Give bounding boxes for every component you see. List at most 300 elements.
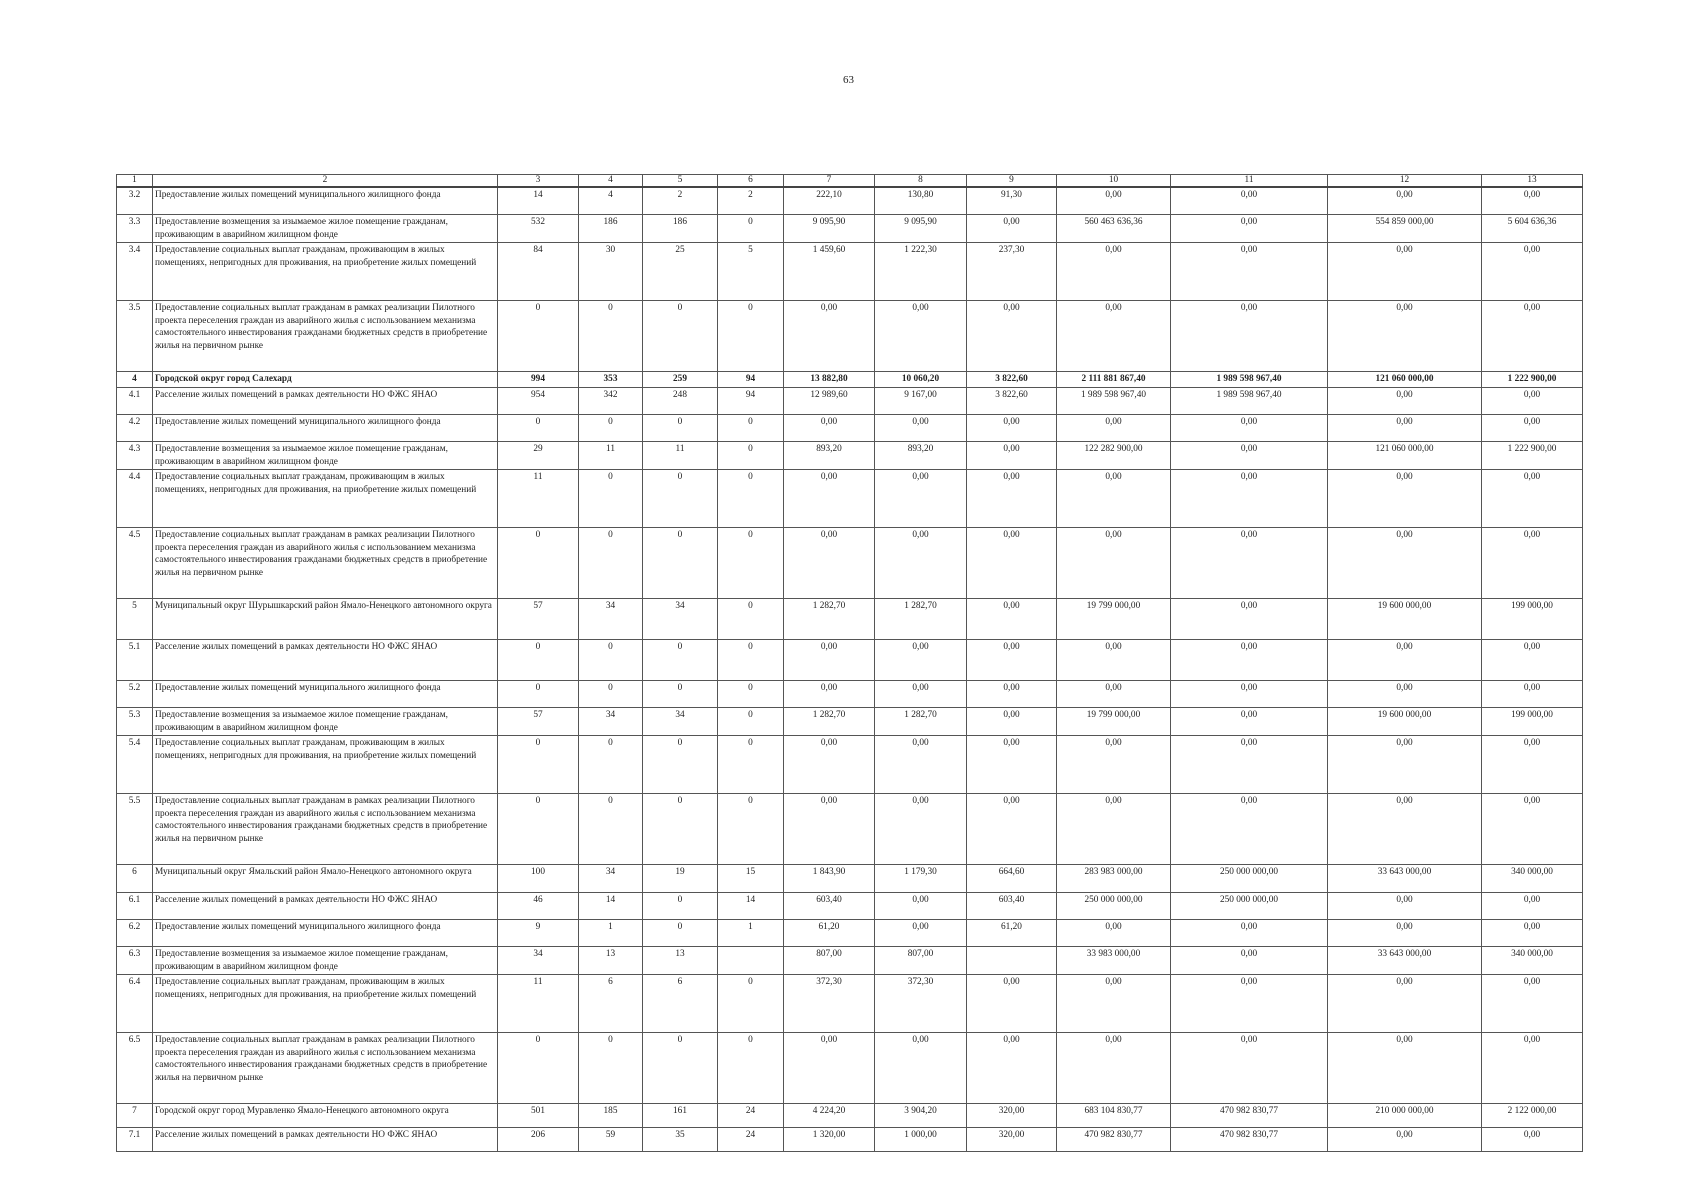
table-cell: 0,00 bbox=[1482, 1033, 1583, 1104]
table-cell: 0,00 bbox=[1057, 415, 1171, 442]
table-cell: 0 bbox=[643, 736, 718, 794]
table-cell: 0,00 bbox=[1328, 975, 1482, 1033]
table-cell: 0,00 bbox=[967, 528, 1057, 599]
table-cell: 0,00 bbox=[1171, 736, 1328, 794]
table-cell: 0,00 bbox=[1328, 920, 1482, 947]
table-cell: 0,00 bbox=[1171, 415, 1328, 442]
page-number: 63 bbox=[843, 74, 854, 86]
table-row bbox=[117, 708, 1583, 736]
row-name-cell: Предоставление социальных выплат гражданам в рамках реализации Пилотного проекта переселения граждан из аварийного жилья с использованием механизма самостоятельного инвестирования гражданами бюджетных средств в приобретение жилья на первичном рынке bbox=[153, 1033, 498, 1104]
row-name-cell: Предоставление социальных выплат гражданам, проживающим в жилых помещениях, непригодных для проживания, на приобретение жилых помещений bbox=[153, 975, 498, 1033]
table-row bbox=[117, 1128, 1583, 1152]
table-cell: 0,00 bbox=[1171, 442, 1328, 470]
row-name-cell: Муниципальный округ Ямальский район Ямало-Ненецкого автономного округа bbox=[153, 865, 498, 893]
table-cell: 664,60 bbox=[967, 865, 1057, 893]
row-name-cell: Расселение жилых помещений в рамках деятельности НО ФЖС ЯНАО bbox=[153, 893, 498, 920]
table-cell: 210 000 000,00 bbox=[1328, 1104, 1482, 1128]
table-cell: 35 bbox=[643, 1128, 718, 1152]
column-header: 11 bbox=[1171, 175, 1328, 188]
table-cell: 0 bbox=[643, 920, 718, 947]
table-cell: 0 bbox=[643, 640, 718, 681]
table-cell: 0,00 bbox=[1171, 708, 1328, 736]
table-cell: 0,00 bbox=[1482, 470, 1583, 528]
table-cell: 0 bbox=[579, 681, 643, 708]
table-cell: 0 bbox=[718, 442, 784, 470]
table-cell: 1 320,00 bbox=[784, 1128, 875, 1152]
table-cell: 0,00 bbox=[784, 640, 875, 681]
table-cell: 6 bbox=[643, 975, 718, 1033]
table-cell: 0,00 bbox=[1328, 794, 1482, 865]
table-cell: 807,00 bbox=[875, 947, 967, 975]
table-cell: 0,00 bbox=[875, 528, 967, 599]
table-cell: 9 bbox=[498, 920, 579, 947]
row-number-cell: 4.4 bbox=[117, 470, 153, 528]
table-cell: 11 bbox=[498, 470, 579, 528]
row-number-cell: 4.3 bbox=[117, 442, 153, 470]
table-cell: 342 bbox=[579, 388, 643, 415]
table-cell: 340 000,00 bbox=[1482, 865, 1583, 893]
row-name-cell: Предоставление жилых помещений муниципального жилищного фонда bbox=[153, 187, 498, 215]
table-cell: 57 bbox=[498, 708, 579, 736]
table-cell: 0,00 bbox=[784, 301, 875, 372]
table-cell: 3 822,60 bbox=[967, 388, 1057, 415]
table-cell: 0,00 bbox=[1057, 243, 1171, 301]
table-cell: 29 bbox=[498, 442, 579, 470]
row-number-cell: 6.2 bbox=[117, 920, 153, 947]
table-cell: 0 bbox=[718, 681, 784, 708]
table-cell: 0 bbox=[718, 708, 784, 736]
table-cell: 0,00 bbox=[1482, 243, 1583, 301]
table-cell: 0,00 bbox=[967, 975, 1057, 1033]
column-header: 12 bbox=[1328, 175, 1482, 188]
table-cell: 0 bbox=[643, 415, 718, 442]
table-cell: 186 bbox=[643, 215, 718, 243]
table-row bbox=[117, 415, 1583, 442]
table-cell: 0,00 bbox=[784, 415, 875, 442]
table-cell: 0 bbox=[718, 794, 784, 865]
row-name-cell: Предоставление возмещения за изымаемое жилое помещение гражданам, проживающим в аварийном жилищном фонде bbox=[153, 215, 498, 243]
column-header: 9 bbox=[967, 175, 1057, 188]
table-cell: 9 167,00 bbox=[875, 388, 967, 415]
table-cell: 0 bbox=[643, 470, 718, 528]
table-cell: 0,00 bbox=[1328, 301, 1482, 372]
row-name-cell: Предоставление жилых помещений муниципального жилищного фонда bbox=[153, 415, 498, 442]
column-header: 6 bbox=[718, 175, 784, 188]
table-cell: 0,00 bbox=[967, 640, 1057, 681]
table-cell: 0,00 bbox=[1171, 947, 1328, 975]
table-cell: 0,00 bbox=[1171, 920, 1328, 947]
table-cell: 1 282,70 bbox=[875, 599, 967, 640]
row-name-cell: Предоставление жилых помещений муниципального жилищного фонда bbox=[153, 920, 498, 947]
table-cell: 0,00 bbox=[1171, 1033, 1328, 1104]
table-cell: 0 bbox=[579, 640, 643, 681]
row-number-cell: 4.1 bbox=[117, 388, 153, 415]
table-cell: 94 bbox=[718, 372, 784, 388]
table-cell: 994 bbox=[498, 372, 579, 388]
table-cell: 0,00 bbox=[784, 794, 875, 865]
table-row bbox=[117, 893, 1583, 920]
table-cell: 0 bbox=[718, 215, 784, 243]
table-cell: 59 bbox=[579, 1128, 643, 1152]
table-cell: 0 bbox=[718, 640, 784, 681]
table-cell: 1 bbox=[718, 920, 784, 947]
table-cell: 0,00 bbox=[875, 640, 967, 681]
table-cell: 0,00 bbox=[1171, 470, 1328, 528]
table-row bbox=[117, 187, 1583, 215]
table-cell: 248 bbox=[643, 388, 718, 415]
table-cell: 0,00 bbox=[1328, 470, 1482, 528]
table-cell: 1 282,70 bbox=[784, 708, 875, 736]
table-cell: 0,00 bbox=[784, 528, 875, 599]
table-cell: 206 bbox=[498, 1128, 579, 1152]
table-cell: 61,20 bbox=[967, 920, 1057, 947]
table-cell: 893,20 bbox=[784, 442, 875, 470]
table-cell: 186 bbox=[579, 215, 643, 243]
column-header: 1 bbox=[117, 175, 153, 188]
table-cell: 470 982 830,77 bbox=[1171, 1128, 1328, 1152]
table-cell: 250 000 000,00 bbox=[1171, 893, 1328, 920]
row-name-cell: Предоставление социальных выплат гражданам в рамках реализации Пилотного проекта переселения граждан из аварийного жилья с использованием механизма самостоятельного инвестирования гражданами бюджетных средств в приобретение жилья на первичном рынке bbox=[153, 301, 498, 372]
row-name-cell: Предоставление возмещения за изымаемое жилое помещение гражданам, проживающим в аварийном жилищном фонде bbox=[153, 708, 498, 736]
table-cell: 199 000,00 bbox=[1482, 708, 1583, 736]
row-name-cell: Городской округ город Салехард bbox=[153, 372, 498, 388]
table-cell: 0,00 bbox=[1328, 187, 1482, 215]
table-cell: 11 bbox=[498, 975, 579, 1033]
table-cell: 14 bbox=[498, 187, 579, 215]
table-row bbox=[117, 470, 1583, 528]
table-cell: 283 983 000,00 bbox=[1057, 865, 1171, 893]
table-cell: 0,00 bbox=[1328, 893, 1482, 920]
table-cell: 0,00 bbox=[1482, 794, 1583, 865]
table-cell: 0,00 bbox=[875, 301, 967, 372]
table-cell: 0 bbox=[718, 975, 784, 1033]
table-row bbox=[117, 301, 1583, 372]
table-cell: 5 bbox=[718, 243, 784, 301]
column-header: 3 bbox=[498, 175, 579, 188]
table-cell: 0,00 bbox=[1328, 681, 1482, 708]
table-row bbox=[117, 640, 1583, 681]
table-cell: 0,00 bbox=[1328, 1033, 1482, 1104]
table-cell: 0,00 bbox=[967, 301, 1057, 372]
table-cell: 33 643 000,00 bbox=[1328, 865, 1482, 893]
table-cell: 34 bbox=[643, 708, 718, 736]
table-cell: 0 bbox=[718, 1033, 784, 1104]
table-cell: 122 282 900,00 bbox=[1057, 442, 1171, 470]
table-cell: 30 bbox=[579, 243, 643, 301]
row-number-cell: 3.4 bbox=[117, 243, 153, 301]
table-cell: 560 463 636,36 bbox=[1057, 215, 1171, 243]
table-cell: 94 bbox=[718, 388, 784, 415]
table-cell: 25 bbox=[643, 243, 718, 301]
row-number-cell: 5.1 bbox=[117, 640, 153, 681]
table-cell: 19 799 000,00 bbox=[1057, 708, 1171, 736]
table-cell: 501 bbox=[498, 1104, 579, 1128]
table-cell: 84 bbox=[498, 243, 579, 301]
table-row bbox=[117, 920, 1583, 947]
row-name-cell: Предоставление жилых помещений муниципального жилищного фонда bbox=[153, 681, 498, 708]
row-number-cell: 5.3 bbox=[117, 708, 153, 736]
table-cell: 0,00 bbox=[1171, 599, 1328, 640]
column-header: 7 bbox=[784, 175, 875, 188]
row-name-cell: Расселение жилых помещений в рамках деятельности НО ФЖС ЯНАО bbox=[153, 1128, 498, 1152]
table-cell: 0 bbox=[498, 736, 579, 794]
table-cell: 0,00 bbox=[967, 470, 1057, 528]
table-cell: 0,00 bbox=[1057, 920, 1171, 947]
table-cell: 0,00 bbox=[1057, 736, 1171, 794]
row-number-cell: 3.2 bbox=[117, 187, 153, 215]
table-cell: 0,00 bbox=[1328, 528, 1482, 599]
table-cell: 1 282,70 bbox=[784, 599, 875, 640]
table-cell: 0 bbox=[498, 681, 579, 708]
table-row bbox=[117, 372, 1583, 388]
row-number-cell: 5.2 bbox=[117, 681, 153, 708]
table-cell: 0,00 bbox=[1482, 1128, 1583, 1152]
row-number-cell: 7.1 bbox=[117, 1128, 153, 1152]
table-cell: 0,00 bbox=[875, 736, 967, 794]
table-cell: 0,00 bbox=[784, 681, 875, 708]
table-cell: 0,00 bbox=[1482, 920, 1583, 947]
table-row bbox=[117, 1033, 1583, 1104]
table-cell bbox=[967, 947, 1057, 975]
table-row bbox=[117, 794, 1583, 865]
table-cell: 0,00 bbox=[1171, 301, 1328, 372]
row-name-cell: Расселение жилых помещений в рамках деятельности НО ФЖС ЯНАО bbox=[153, 640, 498, 681]
table-cell: 1 989 598 967,40 bbox=[1171, 388, 1328, 415]
table-cell: 320,00 bbox=[967, 1104, 1057, 1128]
table-cell: 19 799 000,00 bbox=[1057, 599, 1171, 640]
table-cell: 19 600 000,00 bbox=[1328, 599, 1482, 640]
table-cell: 372,30 bbox=[875, 975, 967, 1033]
table-cell: 57 bbox=[498, 599, 579, 640]
row-number-cell: 6.5 bbox=[117, 1033, 153, 1104]
table-cell: 0 bbox=[498, 415, 579, 442]
row-name-cell: Предоставление социальных выплат гражданам, проживающим в жилых помещениях, непригодных для проживания, на приобретение жилых помещений bbox=[153, 736, 498, 794]
table-cell: 0,00 bbox=[1057, 640, 1171, 681]
row-number-cell: 6.3 bbox=[117, 947, 153, 975]
table-cell: 0,00 bbox=[1482, 893, 1583, 920]
table-row bbox=[117, 947, 1583, 975]
table-cell: 1 bbox=[579, 920, 643, 947]
table-cell: 0,00 bbox=[1482, 187, 1583, 215]
row-name-cell: Предоставление возмещения за изымаемое жилое помещение гражданам, проживающим в аварийном жилищном фонде bbox=[153, 442, 498, 470]
table-cell: 0,00 bbox=[967, 1033, 1057, 1104]
row-number-cell: 4.5 bbox=[117, 528, 153, 599]
table-cell: 4 bbox=[579, 187, 643, 215]
table-cell: 11 bbox=[643, 442, 718, 470]
table-cell: 0 bbox=[498, 794, 579, 865]
table-cell: 0 bbox=[643, 1033, 718, 1104]
table-row bbox=[117, 388, 1583, 415]
table-row bbox=[117, 215, 1583, 243]
table-cell: 0,00 bbox=[1482, 736, 1583, 794]
table-cell: 0 bbox=[718, 736, 784, 794]
table-cell: 0,00 bbox=[1057, 187, 1171, 215]
table-cell: 0,00 bbox=[1171, 640, 1328, 681]
table-cell: 320,00 bbox=[967, 1128, 1057, 1152]
table-cell: 0,00 bbox=[1057, 301, 1171, 372]
table-row bbox=[117, 681, 1583, 708]
table-cell: 0,00 bbox=[1482, 975, 1583, 1033]
table-cell: 100 bbox=[498, 865, 579, 893]
table-cell: 222,10 bbox=[784, 187, 875, 215]
table-cell: 0 bbox=[498, 301, 579, 372]
row-number-cell: 5.5 bbox=[117, 794, 153, 865]
row-number-cell: 5.4 bbox=[117, 736, 153, 794]
table-cell: 33 643 000,00 bbox=[1328, 947, 1482, 975]
table-cell: 34 bbox=[643, 599, 718, 640]
table-cell: 1 989 598 967,40 bbox=[1171, 372, 1328, 388]
table-cell: 470 982 830,77 bbox=[1171, 1104, 1328, 1128]
table-cell: 0 bbox=[643, 893, 718, 920]
table-cell: 3 822,60 bbox=[967, 372, 1057, 388]
table-cell: 14 bbox=[718, 893, 784, 920]
table-cell: 0,00 bbox=[1482, 528, 1583, 599]
column-header: 13 bbox=[1482, 175, 1583, 188]
table-cell: 0 bbox=[579, 528, 643, 599]
table-cell: 24 bbox=[718, 1128, 784, 1152]
row-name-cell: Расселение жилых помещений в рамках деятельности НО ФЖС ЯНАО bbox=[153, 388, 498, 415]
table-cell: 0,00 bbox=[1171, 975, 1328, 1033]
table-cell: 0,00 bbox=[1482, 415, 1583, 442]
table-cell: 353 bbox=[579, 372, 643, 388]
table-cell: 0,00 bbox=[784, 1033, 875, 1104]
row-number-cell: 3.3 bbox=[117, 215, 153, 243]
table-cell: 259 bbox=[643, 372, 718, 388]
table-cell: 0,00 bbox=[1328, 1128, 1482, 1152]
table-cell: 0 bbox=[718, 599, 784, 640]
table-cell: 0 bbox=[643, 528, 718, 599]
table-cell: 807,00 bbox=[784, 947, 875, 975]
row-number-cell: 6.1 bbox=[117, 893, 153, 920]
column-header: 5 bbox=[643, 175, 718, 188]
table-cell: 0 bbox=[498, 1033, 579, 1104]
table-cell: 893,20 bbox=[875, 442, 967, 470]
table-cell: 1 282,70 bbox=[875, 708, 967, 736]
table-cell: 683 104 830,77 bbox=[1057, 1104, 1171, 1128]
table-cell: 1 459,60 bbox=[784, 243, 875, 301]
table-cell: 603,40 bbox=[784, 893, 875, 920]
row-number-cell: 7 bbox=[117, 1104, 153, 1128]
table-cell: 14 bbox=[579, 893, 643, 920]
table-cell: 121 060 000,00 bbox=[1328, 442, 1482, 470]
table-cell: 0,00 bbox=[967, 794, 1057, 865]
table-cell: 0,00 bbox=[875, 470, 967, 528]
table-cell: 372,30 bbox=[784, 975, 875, 1033]
table-cell: 5 604 636,36 bbox=[1482, 215, 1583, 243]
table-cell: 33 983 000,00 bbox=[1057, 947, 1171, 975]
table-cell: 340 000,00 bbox=[1482, 947, 1583, 975]
table-cell: 0,00 bbox=[1171, 187, 1328, 215]
table-cell: 0 bbox=[498, 640, 579, 681]
table-cell: 2 bbox=[643, 187, 718, 215]
table-cell: 1 000,00 bbox=[875, 1128, 967, 1152]
table-cell: 19 600 000,00 bbox=[1328, 708, 1482, 736]
data-table bbox=[116, 174, 1583, 1152]
table-cell: 19 bbox=[643, 865, 718, 893]
table-cell: 250 000 000,00 bbox=[1171, 865, 1328, 893]
table-cell: 0,00 bbox=[1328, 640, 1482, 681]
table-row bbox=[117, 975, 1583, 1033]
table-cell: 1 222 900,00 bbox=[1482, 372, 1583, 388]
table-cell: 121 060 000,00 bbox=[1328, 372, 1482, 388]
table-cell: 61,20 bbox=[784, 920, 875, 947]
table-cell: 0,00 bbox=[967, 681, 1057, 708]
table-cell: 0 bbox=[718, 415, 784, 442]
table-cell: 0 bbox=[579, 470, 643, 528]
table-cell: 13 bbox=[579, 947, 643, 975]
table-cell: 11 bbox=[579, 442, 643, 470]
table-cell: 3 904,20 bbox=[875, 1104, 967, 1128]
table-cell: 0,00 bbox=[1482, 681, 1583, 708]
table-cell: 1 222 900,00 bbox=[1482, 442, 1583, 470]
table-row bbox=[117, 599, 1583, 640]
table-cell: 532 bbox=[498, 215, 579, 243]
table-cell: 0,00 bbox=[967, 736, 1057, 794]
table-cell: 237,30 bbox=[967, 243, 1057, 301]
table-cell: 0,00 bbox=[1328, 736, 1482, 794]
table-cell: 2 bbox=[718, 187, 784, 215]
table-cell: 0,00 bbox=[1057, 794, 1171, 865]
table-cell: 6 bbox=[579, 975, 643, 1033]
table-cell: 0,00 bbox=[1057, 470, 1171, 528]
table-cell: 470 982 830,77 bbox=[1057, 1128, 1171, 1152]
table-cell: 0 bbox=[579, 736, 643, 794]
table-row bbox=[117, 865, 1583, 893]
table-cell: 0,00 bbox=[1171, 794, 1328, 865]
table-cell: 0,00 bbox=[1328, 415, 1482, 442]
row-name-cell: Предоставление социальных выплат гражданам, проживающим в жилых помещениях, непригодных для проживания, на приобретение жилых помещений bbox=[153, 243, 498, 301]
table-cell: 0 bbox=[579, 1033, 643, 1104]
row-number-cell: 6 bbox=[117, 865, 153, 893]
table-cell: 0 bbox=[718, 301, 784, 372]
table-cell: 0,00 bbox=[1171, 215, 1328, 243]
row-number-cell: 4.2 bbox=[117, 415, 153, 442]
table-cell: 10 060,20 bbox=[875, 372, 967, 388]
table-cell: 15 bbox=[718, 865, 784, 893]
table-cell: 2 111 881 867,40 bbox=[1057, 372, 1171, 388]
table-cell: 0,00 bbox=[1482, 640, 1583, 681]
table-row bbox=[117, 736, 1583, 794]
table-cell: 0,00 bbox=[1057, 681, 1171, 708]
table-row bbox=[117, 528, 1583, 599]
table-cell: 24 bbox=[718, 1104, 784, 1128]
table-cell: 161 bbox=[643, 1104, 718, 1128]
table-cell bbox=[718, 947, 784, 975]
column-header: 10 bbox=[1057, 175, 1171, 188]
row-name-cell: Предоставление социальных выплат гражданам, проживающим в жилых помещениях, непригодных для проживания, на приобретение жилых помещений bbox=[153, 470, 498, 528]
row-name-cell: Предоставление социальных выплат гражданам в рамках реализации Пилотного проекта переселения граждан из аварийного жилья с использованием механизма самостоятельного инвестирования гражданами бюджетных средств в приобретение жилья на первичном рынке bbox=[153, 528, 498, 599]
table-cell: 0 bbox=[498, 528, 579, 599]
table-cell: 9 095,90 bbox=[784, 215, 875, 243]
table-cell: 4 224,20 bbox=[784, 1104, 875, 1128]
table-cell: 34 bbox=[579, 599, 643, 640]
table-cell: 0,00 bbox=[1057, 975, 1171, 1033]
row-name-cell: Городской округ город Муравленко Ямало-Ненецкого автономного округа bbox=[153, 1104, 498, 1128]
table-cell: 0 bbox=[643, 794, 718, 865]
table-cell: 34 bbox=[579, 865, 643, 893]
column-header: 8 bbox=[875, 175, 967, 188]
table-cell: 0,00 bbox=[1171, 528, 1328, 599]
table-cell: 130,80 bbox=[875, 187, 967, 215]
table-cell: 1 222,30 bbox=[875, 243, 967, 301]
row-name-cell: Предоставление возмещения за изымаемое жилое помещение гражданам, проживающим в аварийном жилищном фонде bbox=[153, 947, 498, 975]
table-cell: 46 bbox=[498, 893, 579, 920]
row-number-cell: 5 bbox=[117, 599, 153, 640]
table-cell: 2 122 000,00 bbox=[1482, 1104, 1583, 1128]
column-header: 2 bbox=[153, 175, 498, 188]
table-cell: 0,00 bbox=[875, 893, 967, 920]
table-cell: 34 bbox=[498, 947, 579, 975]
